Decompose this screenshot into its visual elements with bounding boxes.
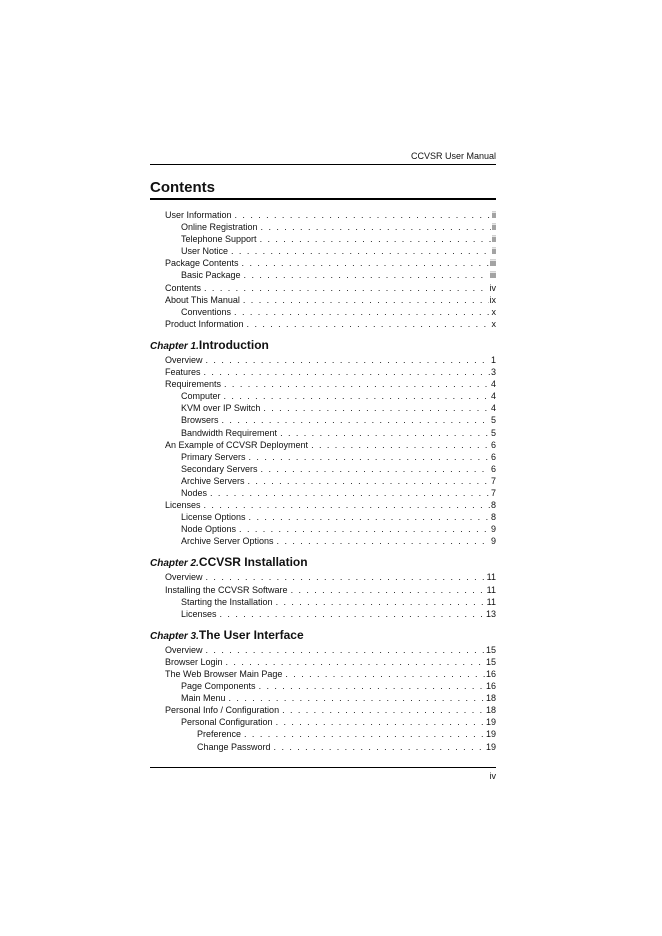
- toc-entry-page: 7: [490, 487, 496, 498]
- dot-leader: [282, 704, 485, 716]
- dot-leader: [259, 680, 485, 692]
- toc-entry-page: x: [491, 306, 496, 317]
- chapter-heading[interactable]: [150, 338, 496, 352]
- dot-leader: [206, 571, 486, 583]
- toc-entry[interactable]: [150, 596, 496, 608]
- toc-entry[interactable]: [150, 427, 496, 439]
- toc-entry-label: Archive Servers: [181, 475, 245, 486]
- toc-entry-page: iii: [490, 258, 496, 269]
- title-rule: [150, 198, 496, 200]
- toc-entry-page: 8: [490, 500, 496, 511]
- toc-entry-page: ii: [492, 222, 496, 233]
- dot-leader: [260, 233, 491, 245]
- toc-entry[interactable]: [150, 704, 496, 716]
- dot-leader: [243, 294, 489, 306]
- chapter-number: Chapter 2.: [150, 558, 199, 570]
- chapter-title: Introduction: [198, 337, 269, 352]
- toc-entry-label: Installing the CCVSR Software: [165, 584, 288, 595]
- dot-leader: [274, 741, 485, 753]
- dot-leader: [280, 427, 490, 439]
- toc-entry[interactable]: [150, 269, 496, 281]
- toc-entry-label: The Web Browser Main Page: [165, 669, 283, 679]
- toc-entry-label: Contents: [165, 282, 202, 293]
- toc-entry-page: iv: [489, 282, 496, 293]
- toc-entry[interactable]: [150, 716, 496, 728]
- toc-entry-label: Browser Login: [165, 656, 223, 667]
- toc-entry[interactable]: [150, 257, 496, 269]
- chapter-number: Chapter 3.: [150, 630, 199, 642]
- dot-leader: [244, 728, 485, 740]
- chapter-heading[interactable]: [150, 628, 496, 642]
- toc-entry-page: ii: [492, 246, 496, 257]
- toc-entry[interactable]: [150, 644, 496, 656]
- dot-leader: [263, 402, 490, 414]
- toc-entry-page: 4: [490, 403, 496, 414]
- toc-entry-label: About This Manual: [165, 294, 240, 305]
- toc-entry-page: 16: [485, 681, 496, 692]
- toc-entry[interactable]: [150, 318, 496, 330]
- toc-entry-label: Personal Info / Configuration: [165, 705, 280, 716]
- toc-entry[interactable]: [150, 571, 496, 583]
- toc-entry-page: 19: [485, 741, 496, 752]
- toc-entry-page: 6: [490, 451, 496, 462]
- toc-entry[interactable]: [150, 499, 496, 511]
- toc-entry[interactable]: [150, 221, 496, 233]
- toc-entry-label: Browsers: [181, 415, 219, 426]
- toc-entry-page: 18: [485, 705, 496, 716]
- dot-leader: [249, 511, 490, 523]
- toc-entry[interactable]: [150, 728, 496, 740]
- toc-entry-label: Requirements: [165, 379, 222, 390]
- toc-entry[interactable]: [150, 378, 496, 390]
- toc-entry-page: 4: [490, 379, 496, 390]
- toc-entry-label: User Notice: [181, 246, 229, 257]
- dot-leader: [224, 390, 490, 402]
- toc-entry-page: 19: [485, 729, 496, 740]
- toc-entry[interactable]: [150, 668, 496, 680]
- dot-leader: [261, 463, 490, 475]
- toc-entry-label: Basic Package: [181, 270, 241, 281]
- dot-leader: [204, 366, 490, 378]
- toc-entry[interactable]: [150, 463, 496, 475]
- toc-entry-page: 1: [490, 354, 496, 365]
- toc-entry[interactable]: [150, 245, 496, 257]
- toc-entry[interactable]: [150, 233, 496, 245]
- dot-leader: [210, 487, 490, 499]
- dot-leader: [276, 596, 486, 608]
- header-rule: [150, 164, 496, 165]
- toc-entry[interactable]: [150, 741, 496, 753]
- toc-entry-label: Licenses: [181, 608, 217, 619]
- toc-entry-page: x: [491, 318, 496, 329]
- toc-entry-page: 11: [486, 596, 496, 607]
- toc-entry[interactable]: [150, 656, 496, 668]
- toc-entry-page: ii: [492, 210, 496, 220]
- toc-entry-label: Personal Configuration: [181, 717, 273, 728]
- toc-entry[interactable]: [150, 523, 496, 535]
- dot-leader: [248, 475, 490, 487]
- toc-entry-label: User Information: [165, 210, 232, 220]
- toc-entry-page: 9: [490, 524, 496, 535]
- toc-entry-page: 9: [490, 536, 496, 547]
- toc-entry[interactable]: [150, 209, 496, 221]
- dot-leader: [234, 306, 490, 318]
- dot-leader: [239, 523, 490, 535]
- toc-entry-label: Overview: [165, 572, 203, 583]
- toc-entry-page: 13: [485, 608, 496, 619]
- toc-entry-label: Product Information: [165, 318, 244, 329]
- toc-entry-page: 6: [490, 439, 496, 450]
- toc-entry-page: 15: [485, 644, 496, 655]
- dot-leader: [261, 221, 491, 233]
- toc-entry[interactable]: [150, 680, 496, 692]
- toc-entry-page: 11: [486, 584, 496, 595]
- toc-entry-page: 18: [485, 693, 496, 704]
- toc-entry-page: iii: [490, 270, 496, 281]
- dot-leader: [229, 692, 485, 704]
- toc-entry[interactable]: [150, 451, 496, 463]
- toc-entry[interactable]: [150, 414, 496, 426]
- toc-entry[interactable]: [150, 608, 496, 620]
- dot-leader: [220, 608, 485, 620]
- chapter-title: The User Interface: [198, 627, 304, 642]
- toc-entry[interactable]: [150, 282, 496, 294]
- toc-entry-page: 15: [485, 656, 496, 667]
- toc-entry-label: Conventions: [181, 306, 232, 317]
- toc-entry-label: KVM over IP Switch: [181, 403, 261, 414]
- toc-entry-label: License Options: [181, 512, 246, 523]
- footer-rule: [150, 767, 496, 768]
- toc-entry[interactable]: [150, 535, 496, 547]
- dot-leader: [231, 245, 491, 257]
- chapter-title: CCVSR Installation: [198, 555, 308, 570]
- chapter-heading[interactable]: [150, 555, 496, 569]
- dot-leader: [276, 716, 485, 728]
- toc-entry-page: 8: [490, 512, 496, 523]
- toc-entry-page: 3: [490, 367, 496, 378]
- table-of-contents: [150, 209, 496, 753]
- toc-entry[interactable]: [150, 390, 496, 402]
- dot-leader: [291, 584, 486, 596]
- toc-entry-label: Starting the Installation: [181, 596, 273, 607]
- dot-leader: [204, 282, 488, 294]
- dot-leader: [235, 209, 491, 221]
- toc-entry-page: 7: [490, 475, 496, 486]
- toc-entry-page: 16: [485, 669, 496, 679]
- toc-entry[interactable]: [150, 306, 496, 318]
- toc-entry-page: 19: [485, 717, 496, 728]
- toc-entry-label: Archive Server Options: [181, 536, 274, 547]
- toc-entry[interactable]: [150, 366, 496, 378]
- toc-entry[interactable]: [150, 487, 496, 499]
- dot-leader: [206, 644, 485, 656]
- toc-entry-label: Computer: [181, 391, 221, 402]
- toc-entry-label: Licenses: [165, 500, 201, 511]
- toc-entry-page: 5: [490, 415, 496, 426]
- toc-entry[interactable]: [150, 511, 496, 523]
- dot-leader: [206, 354, 490, 366]
- page-title: Contents: [150, 179, 215, 196]
- toc-entry-label: Features: [165, 367, 201, 378]
- dot-leader: [285, 668, 485, 680]
- dot-leader: [247, 318, 491, 330]
- dot-leader: [311, 439, 490, 451]
- toc-entry-label: Node Options: [181, 524, 237, 535]
- dot-leader: [244, 269, 489, 281]
- dot-leader: [277, 535, 490, 547]
- toc-entry[interactable]: [150, 439, 496, 451]
- toc-entry-page: 5: [490, 427, 496, 438]
- toc-entry-label: An Example of CCVSR Deployment: [165, 439, 309, 450]
- toc-entry-label: Online Registration: [181, 222, 258, 233]
- running-header: CCVSR User Manual: [410, 151, 496, 161]
- toc-entry-page: ii: [492, 234, 496, 245]
- chapter-number: Chapter 1.: [150, 340, 199, 352]
- toc-entry[interactable]: [150, 402, 496, 414]
- toc-entry[interactable]: [150, 584, 496, 596]
- toc-entry-label: Primary Servers: [181, 451, 246, 462]
- toc-entry-page: 11: [486, 572, 496, 583]
- toc-entry[interactable]: [150, 294, 496, 306]
- toc-entry-label: Preference: [197, 729, 242, 740]
- toc-entry-page: 6: [490, 463, 496, 474]
- toc-entry-label: Telephone Support: [181, 234, 257, 245]
- dot-leader: [226, 656, 485, 668]
- toc-entry-page: ix: [489, 294, 496, 305]
- toc-entry-label: Overview: [165, 644, 203, 655]
- toc-entry[interactable]: [150, 692, 496, 704]
- toc-entry-label: Bandwidth Requirement: [181, 427, 278, 438]
- toc-entry-label: Change Password: [197, 741, 271, 752]
- toc-entry-label: Package Contents: [165, 258, 239, 269]
- toc-entry-label: Secondary Servers: [181, 463, 258, 474]
- toc-entry-label: Nodes: [181, 487, 208, 498]
- dot-leader: [249, 451, 490, 463]
- page-number: iv: [489, 771, 496, 781]
- dot-leader: [242, 257, 489, 269]
- toc-entry[interactable]: [150, 354, 496, 366]
- toc-entry-label: Page Components: [181, 681, 256, 692]
- dot-leader: [224, 378, 490, 390]
- toc-entry-label: Overview: [165, 354, 203, 365]
- toc-entry-page: 4: [490, 391, 496, 402]
- dot-leader: [204, 499, 490, 511]
- dot-leader: [222, 414, 490, 426]
- toc-entry-label: Main Menu: [181, 693, 226, 704]
- toc-entry[interactable]: [150, 475, 496, 487]
